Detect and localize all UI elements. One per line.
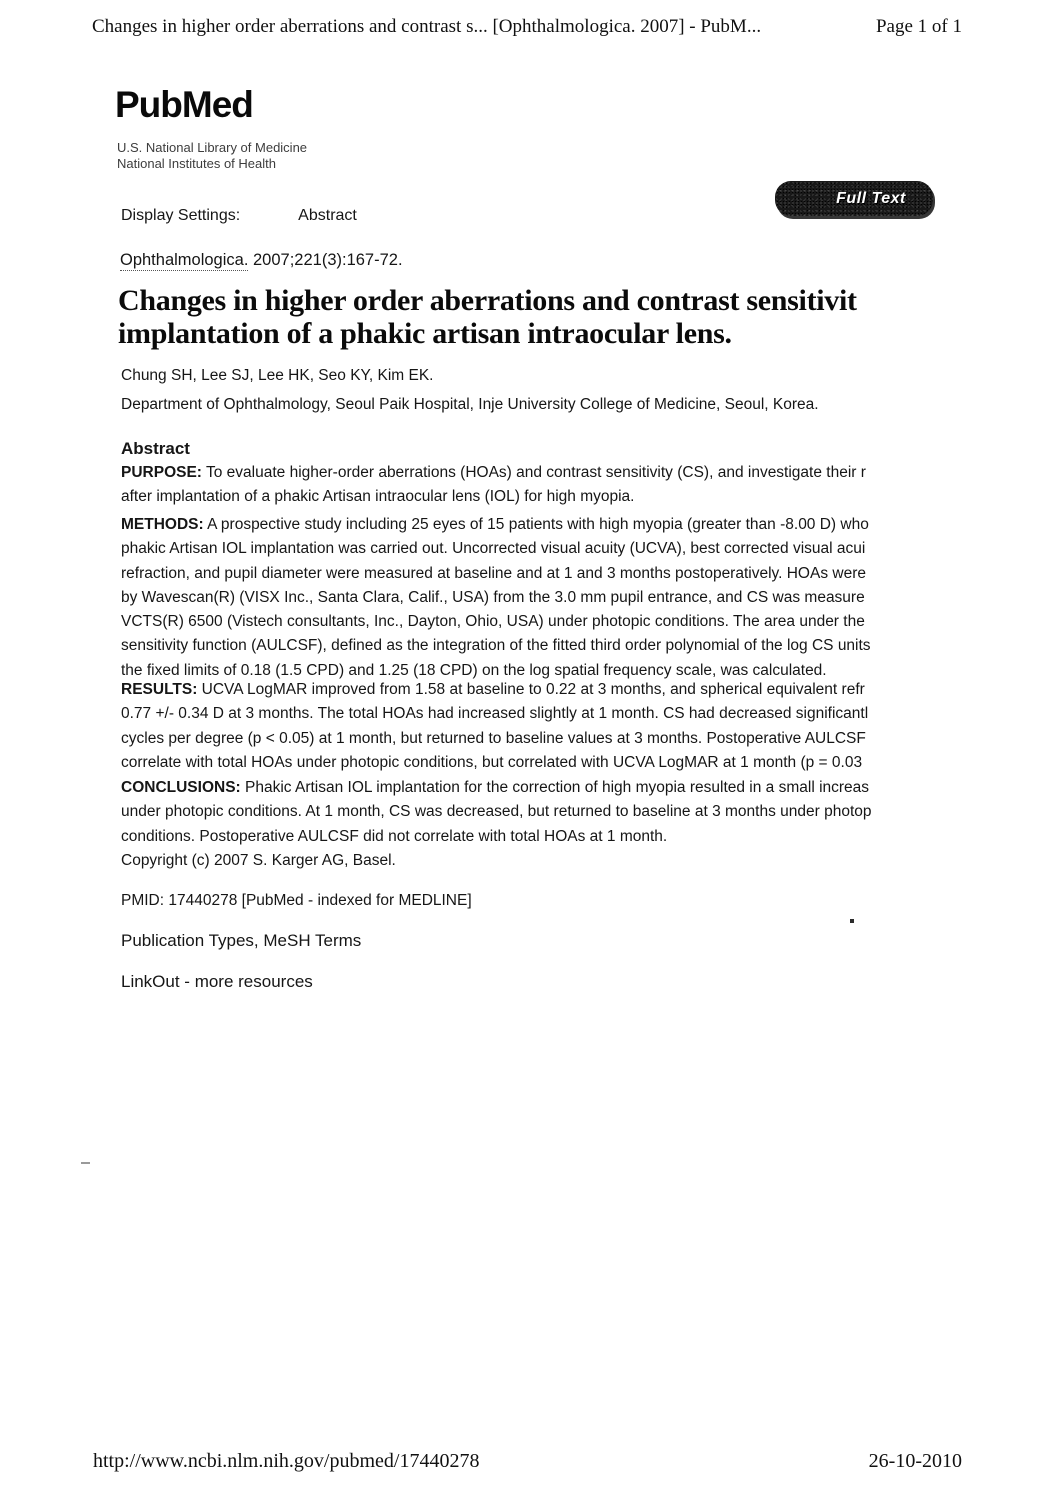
conclusions-line-1: under photopic conditions. At 1 month, CS was decreased, but returned to baseline at 3 months under photop: [121, 803, 872, 821]
pmid-line: PMID: 17440278 [PubMed - indexed for MEDLINE]: [121, 892, 472, 909]
linkout-link[interactable]: LinkOut - more resources: [121, 972, 313, 991]
abstract-results-paragraph: [121, 678, 966, 775]
purpose-line-0: To evaluate higher-order aberrations (HOAs) and contrast sensitivity (CS), and investigate their r: [201, 464, 866, 481]
article-title-line-1: Changes in higher order aberrations and contrast sensitivit: [118, 284, 857, 317]
purpose-label: PURPOSE:: [121, 464, 202, 481]
results-label: RESULTS:: [121, 681, 198, 698]
conclusions-label: CONCLUSIONS:: [121, 779, 241, 796]
abstract-heading: Abstract: [121, 439, 190, 458]
org-line-2: National Institutes of Health: [117, 155, 276, 171]
methods-line-5: sensitivity function (AULCSF), defined as the integration of the fitted third order polynomial of the log CS units: [121, 637, 871, 655]
affiliation: Department of Ophthalmology, Seoul Paik Hospital, Inje University College of Medicine, Seoul, Korea.: [121, 396, 819, 413]
results-line-1: 0.77 +/- 0.34 D at 3 months. The total HOAs had increased slightly at 1 month. CS had decreased significantl: [121, 705, 869, 723]
display-settings-value[interactable]: Abstract: [298, 207, 357, 224]
conclusions-line-0: Phakic Artisan IOL implantation for the correction of high myopia resulted in a small increas: [240, 779, 870, 796]
citation-line: [120, 251, 403, 270]
print-footer: [93, 1450, 962, 1473]
methods-line-2: refraction, and pupil diameter were measured at baseline and at 1 and 3 months postoperatively. HOAs were: [121, 564, 866, 582]
author-list: Chung SH, Lee SJ, Lee HK, Seo KY, Kim EK.: [121, 367, 434, 384]
publication-types-link[interactable]: Publication Types, MeSH Terms: [121, 931, 362, 950]
org-line-1: U.S. National Library of Medicine: [117, 140, 308, 155]
methods-label: METHODS:: [121, 516, 204, 533]
print-footer-url: http://www.ncbi.nlm.nih.gov/pubmed/17440278: [93, 1450, 480, 1472]
methods-line-3: by Wavescan(R) (VISX Inc., Santa Clara, Calif., USA) from the 3.0 mm pupil entrance, and CS was measure: [121, 588, 865, 606]
purpose-line-1: after implantation of a phakic Artisan intraocular lens (IOL) for high myopia.: [121, 488, 635, 506]
methods-line-6: the fixed limits of 0.18 (1.5 CPD) and 1.25 (18 CPD) on the log spatial frequency scale, was calculated.: [121, 661, 827, 679]
abstract-purpose-paragraph: [121, 461, 966, 510]
full-text-button-label: Full Text: [836, 189, 906, 207]
abstract-conclusions-paragraph: [121, 776, 966, 849]
display-settings-row: [121, 207, 357, 225]
print-footer-date: 26-10-2010: [868, 1450, 962, 1472]
results-line-2: cycles per degree (p < 0.05) at 1 month, but returned to baseline values at 3 months. Postoperative AULCSF: [121, 729, 866, 747]
methods-line-0: A prospective study including 25 eyes of 15 patients with high myopia (greater than -8.00 D) who: [203, 516, 869, 533]
print-header: [92, 16, 962, 38]
conclusions-line-2: conditions. Postoperative AULCSF did not correlate with total HOAs at 1 month.: [121, 827, 668, 845]
results-line-0: UCVA LogMAR improved from 1.58 at baseline to 0.22 at 3 months, and spherical equivalent refr: [197, 681, 865, 698]
pubmed-logo: PubMed: [115, 84, 253, 125]
display-settings-label: Display Settings:: [121, 207, 241, 224]
methods-line-1: phakic Artisan IOL implantation was carried out. Uncorrected visual acuity (UCVA), best corrected visual acui: [121, 540, 866, 558]
methods-line-4: VCTS(R) 6500 (Vistech consultants, Inc., Dayton, Ohio, USA) under photopic conditions. The area under the: [121, 613, 865, 631]
print-artifact-dash: [81, 1162, 90, 1164]
full-text-button[interactable]: [775, 181, 933, 216]
article-title: [118, 284, 963, 350]
results-line-3: correlate with total HOAs under photopic conditions, but correlated with UCVA LogMAR at 1 month (p = 0.03: [121, 753, 863, 771]
abstract-methods-paragraph: [121, 513, 966, 683]
print-header-title: Changes in higher order aberrations and contrast s... [Ophthalmologica. 2007] - PubM...: [92, 16, 762, 37]
copyright-line: Copyright (c) 2007 S. Karger AG, Basel.: [121, 852, 396, 869]
print-header-page-number: Page 1 of 1: [875, 16, 962, 37]
print-artifact-dot: [850, 919, 854, 923]
citation-detail: 2007;221(3):167-72.: [248, 251, 403, 269]
journal-link[interactable]: Ophthalmologica.: [120, 251, 249, 269]
nlm-org-lines: [117, 140, 307, 171]
article-title-line-2: implantation of a phakic artisan intraocular lens.: [118, 317, 732, 350]
